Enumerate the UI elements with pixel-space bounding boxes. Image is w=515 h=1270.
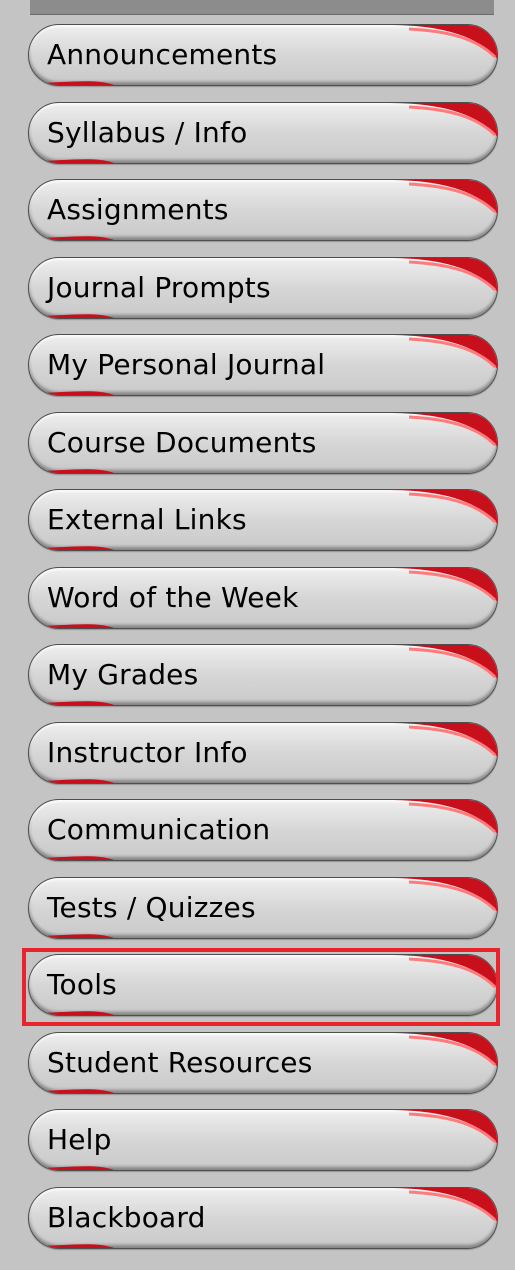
menu-item-label: My Personal Journal [47, 348, 326, 381]
menu-item-label: Tools [47, 968, 117, 1001]
menu-item-journal-prompts[interactable] [28, 257, 498, 319]
menu-item-word-of-the-week[interactable] [28, 567, 498, 629]
menu-item-my-personal-journal[interactable] [28, 334, 498, 396]
menu-item-communication[interactable] [28, 799, 498, 861]
menu-item-label: Blackboard [47, 1200, 206, 1234]
menu-item-label: Syllabus / Info [47, 115, 248, 149]
menu-item-label: Student Resources [47, 1045, 313, 1079]
menu-item-label: External Links [47, 503, 247, 536]
menu-item-assignments[interactable] [28, 179, 498, 241]
menu-item-label: Assignments [47, 193, 229, 226]
course-menu [28, 24, 498, 1264]
top-header-bar [30, 0, 494, 15]
menu-item-label: Announcements [47, 38, 278, 71]
menu-item-label: Tests / Quizzes [47, 890, 256, 924]
menu-item-label: Communication [47, 813, 271, 846]
menu-item-label: Help [47, 1123, 112, 1156]
menu-item-announcements[interactable] [28, 24, 498, 86]
menu-item-course-documents[interactable] [28, 412, 498, 474]
menu-item-my-grades[interactable] [28, 644, 498, 706]
menu-item-syllabus-info[interactable] [28, 102, 498, 164]
menu-item-label: Word of the Week [47, 580, 299, 614]
menu-item-blackboard[interactable] [28, 1187, 498, 1249]
menu-item-label: Journal Prompts [47, 270, 271, 304]
menu-item-tools[interactable] [28, 954, 498, 1016]
menu-item-student-resources[interactable] [28, 1032, 498, 1094]
menu-item-help[interactable] [28, 1109, 498, 1171]
menu-item-label: Course Documents [47, 425, 317, 459]
menu-item-external-links[interactable] [28, 489, 498, 551]
menu-item-tests-quizzes[interactable] [28, 877, 498, 939]
menu-item-instructor-info[interactable] [28, 722, 498, 784]
menu-item-label: Instructor Info [47, 735, 248, 769]
menu-item-label: My Grades [47, 658, 199, 691]
swoosh-decoration-icon [29, 955, 498, 1016]
